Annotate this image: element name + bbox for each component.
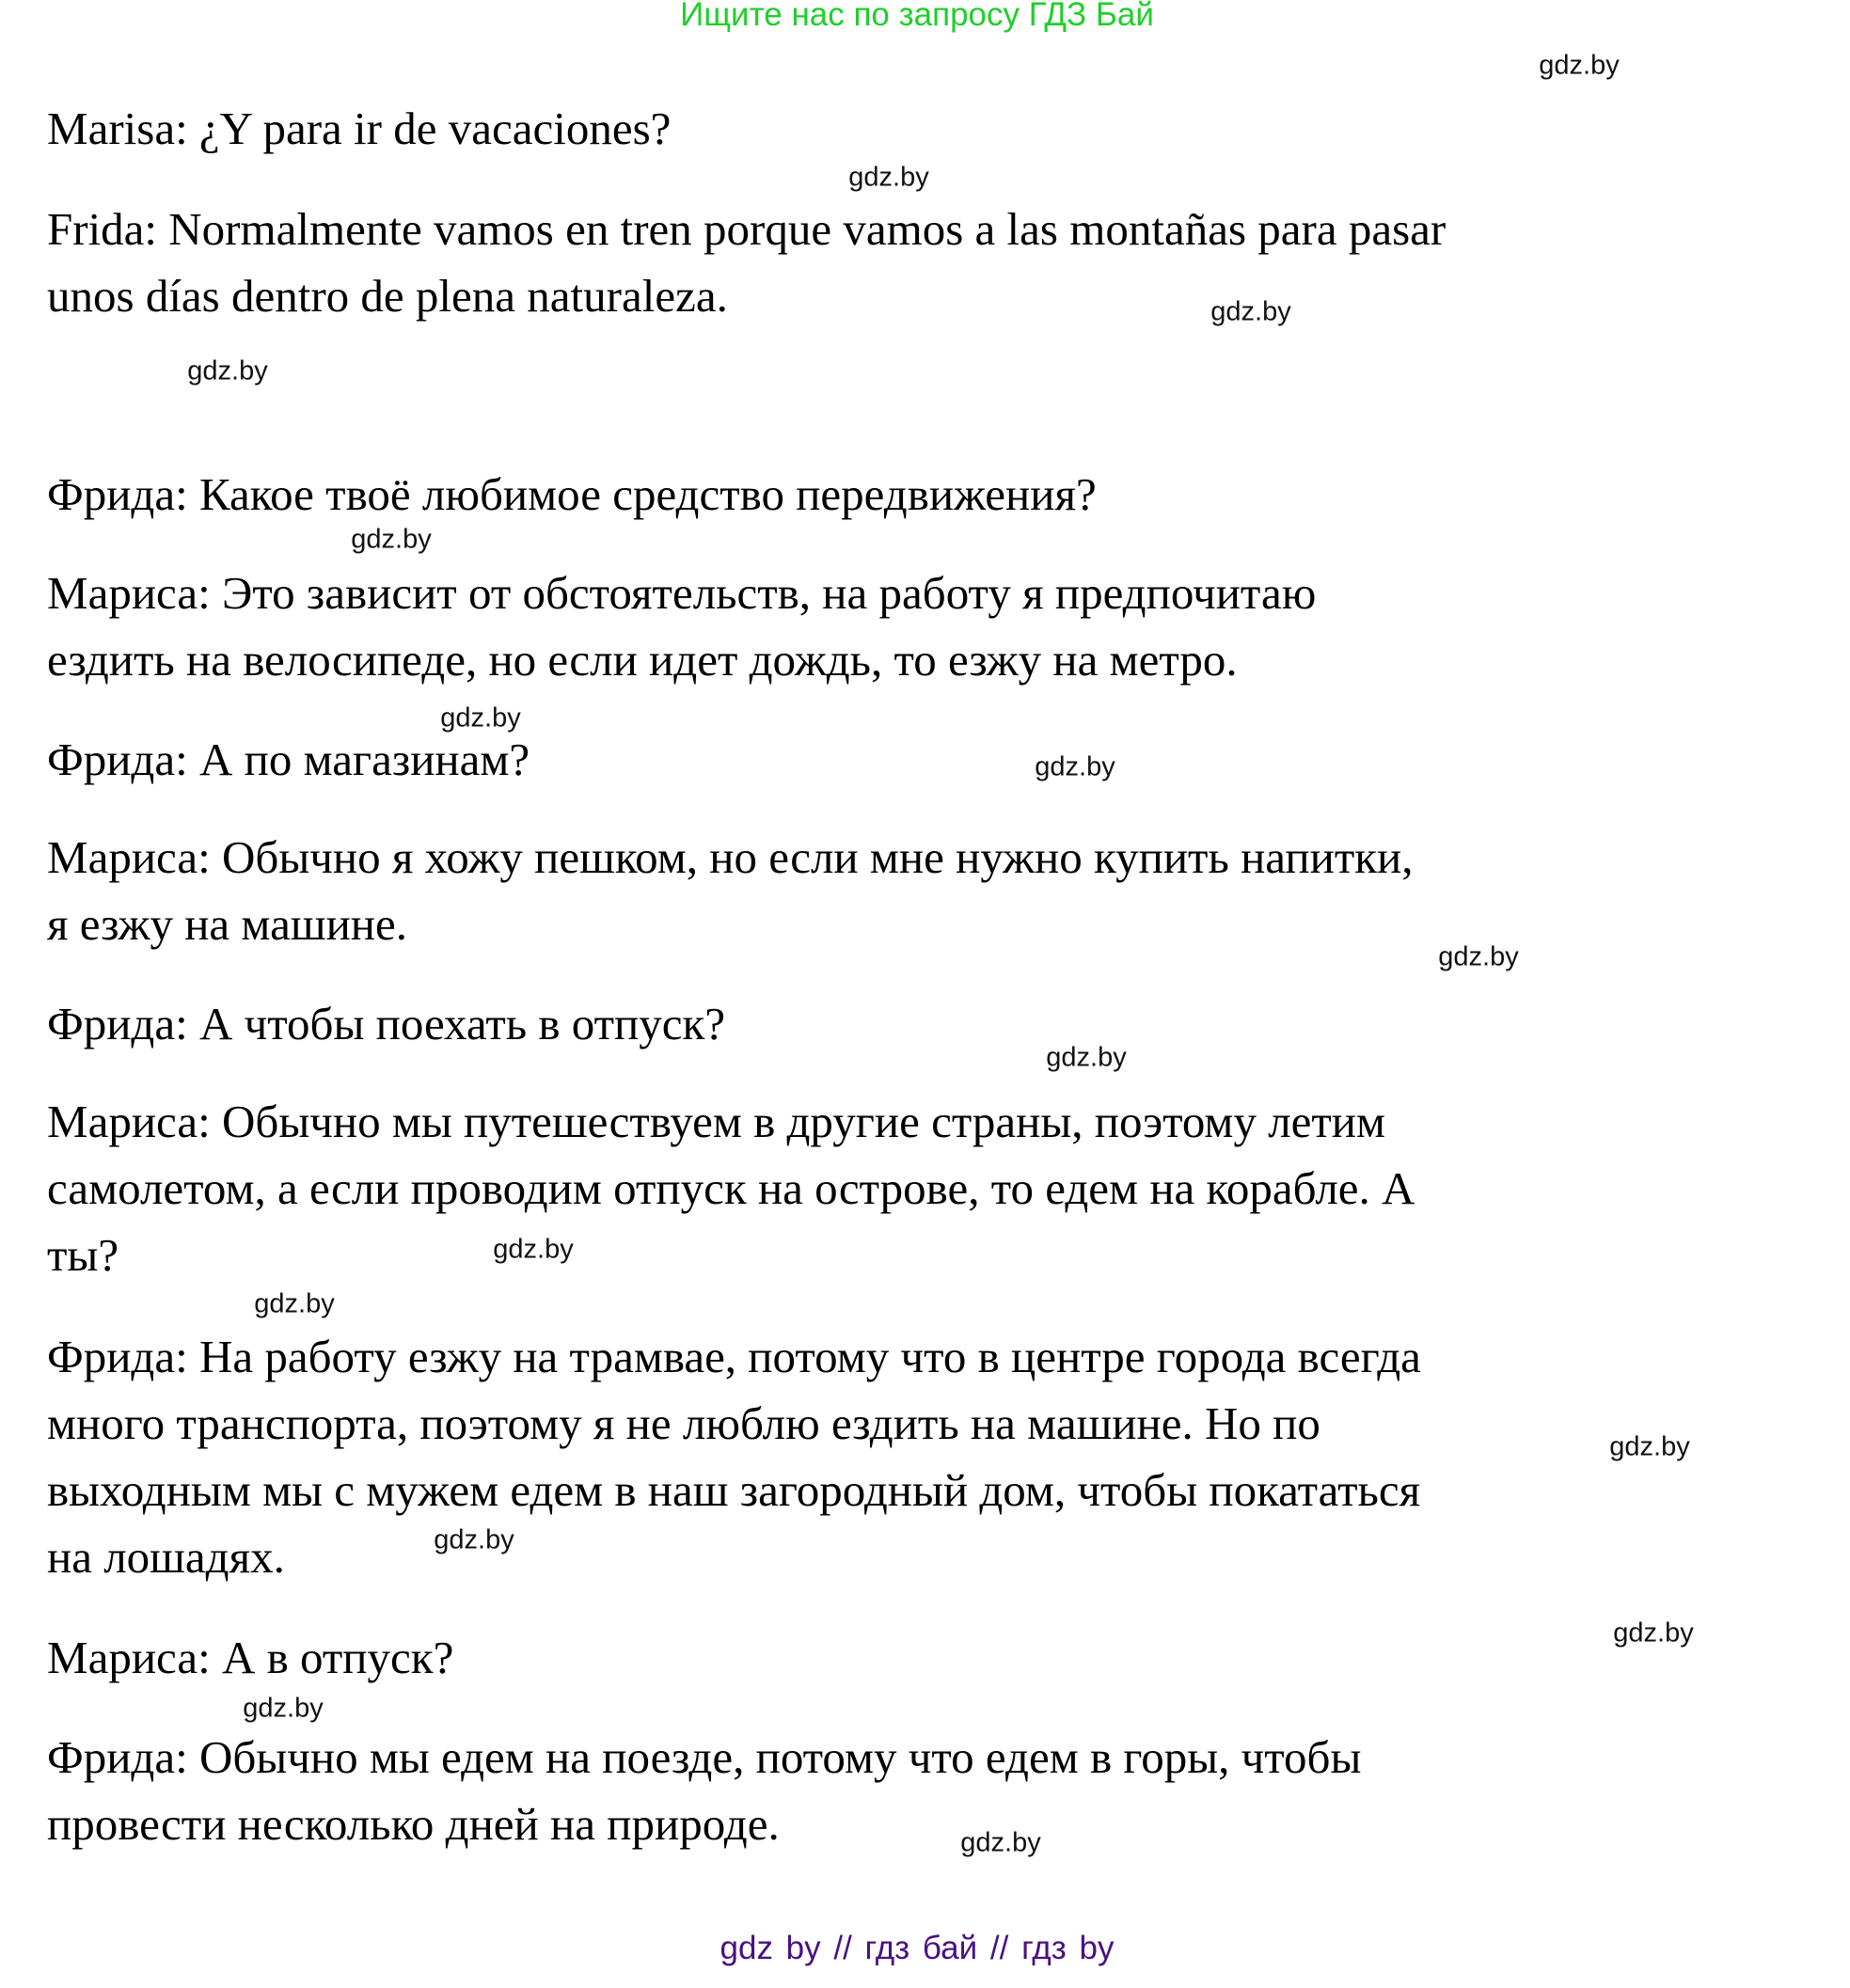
dialogue-line (47, 1323, 1421, 1590)
watermark: gdz.by (243, 1693, 324, 1724)
text-line: Мариса: Это зависит от обстоятельств, на работу я предпочитаю (47, 567, 1317, 619)
dialogue-line (47, 824, 1414, 957)
dialogue-line (47, 1088, 1415, 1288)
text-line: на лошадях. (47, 1531, 285, 1583)
text-line: unos días dentro de plena naturaleza. (47, 270, 728, 322)
watermark: gdz.by (1035, 751, 1115, 782)
text-line: ездить на велосипеде, но если идет дождь, то езжу на метро. (47, 634, 1238, 686)
text-line: Фрида: Обычно мы едем на поезде, потому что едем в горы, чтобы (47, 1731, 1362, 1783)
text-line: провести несколько дней на природе. (47, 1798, 780, 1850)
text-line: Мариса: А в отпуск? (47, 1632, 454, 1683)
watermark: gdz.by (960, 1827, 1041, 1858)
text-line: ты? (47, 1229, 119, 1281)
watermark: gdz.by (440, 702, 521, 734)
dialogue-line (47, 726, 530, 793)
watermark: gdz.by (1438, 941, 1519, 972)
watermark: gdz.by (1609, 1431, 1690, 1462)
text-line: я езжу на машине. (47, 898, 408, 950)
watermark: gdz.by (493, 1234, 574, 1265)
watermark: gdz.by (1210, 296, 1291, 327)
dialogue-line (47, 1724, 1361, 1857)
watermark: gdz.by (187, 355, 268, 387)
watermark: gdz.by (1539, 50, 1620, 81)
text-line: Мариса: Обычно мы путешествуем в другие страны, поэтому летим (47, 1096, 1386, 1147)
text-line: Marisa: ¿Y para ir de vacaciones? (47, 103, 672, 154)
watermark: gdz.by (434, 1524, 514, 1555)
text-line: Фрида: А по магазинам? (47, 734, 530, 785)
watermark: gdz.by (1613, 1617, 1694, 1649)
text-line: Фрида: Какое твоё любимое средство передвижения? (47, 468, 1097, 520)
dialogue-line (47, 990, 725, 1057)
watermark: gdz.by (351, 524, 432, 555)
dialogue-line (47, 95, 671, 162)
dialogue-line (47, 1624, 453, 1691)
text-line: Frida: Normalmente vamos en tren porque vamos a las montañas para pasar (47, 203, 1447, 255)
text-line: Фрида: А чтобы поехать в отпуск? (47, 998, 726, 1049)
text-line: Мариса: Обычно я хожу пешком, но если мне нужно купить напитки, (47, 831, 1414, 883)
dialogue-line (47, 461, 1097, 528)
dialogue-line (47, 560, 1316, 693)
text-line: самолетом, а если проводим отпуск на острове, то едем на корабле. А (47, 1162, 1415, 1214)
watermark: gdz.by (1046, 1042, 1127, 1073)
search-banner: Ищите нас по запросу ГДЗ Бай (680, 0, 1154, 33)
footer-links: gdz by // гдз бай // гдз by (719, 1930, 1115, 1966)
text-line: много транспорта, поэтому я не люблю ездить на машине. Но по (47, 1397, 1320, 1449)
watermark: gdz.by (848, 162, 929, 193)
text-line: Фрида: На работу езжу на трамвае, потому что в центре города всегда (47, 1331, 1421, 1382)
watermark: gdz.by (254, 1288, 335, 1319)
text-line: выходным мы с мужем едем в наш загородный дом, чтобы покататься (47, 1464, 1421, 1516)
